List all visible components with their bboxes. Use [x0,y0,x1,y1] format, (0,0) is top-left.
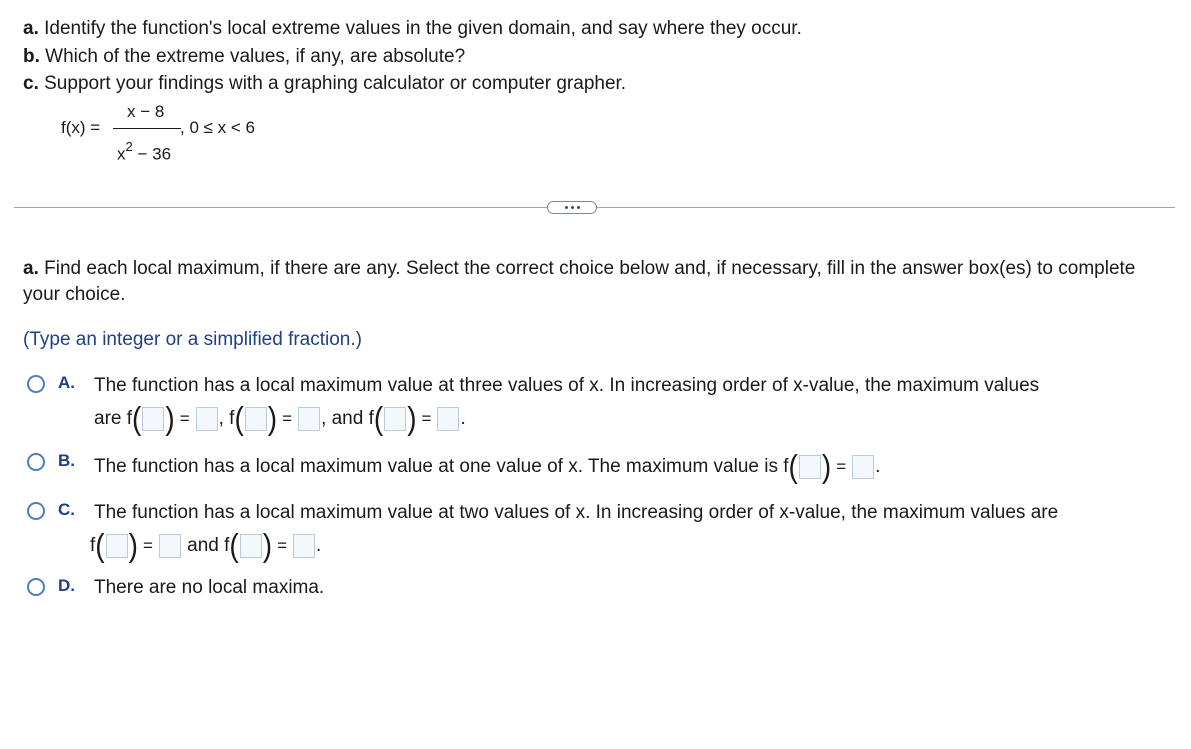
ellipsis-icon [565,206,568,209]
option-c-x2-input[interactable] [240,534,262,558]
option-a-y2-input[interactable] [298,407,320,431]
function-denominator [117,141,171,165]
option-b-text: The function has a local maximum value at one value of x. The maximum value is f( ) = . [94,448,881,485]
option-a-x1-input[interactable] [142,407,164,431]
denominator-exponent: 2 [125,139,133,154]
option-c-y2-input[interactable] [293,534,315,558]
answer-hint: (Type an integer or a simplified fraction.) [23,329,362,350]
option-a-x3-input[interactable] [384,407,406,431]
option-c-x1-input[interactable] [106,534,128,558]
function-numerator: x − 8 [127,102,165,121]
option-b-y-input[interactable] [852,455,874,479]
question-b-text: Which of the extreme values, if any, are absolute? [39,46,466,67]
option-a-y1-input[interactable] [196,407,218,431]
option-c-letter: C. [58,500,75,519]
option-c-text: The function has a local maximum value at two values of x. In increasing order of x-value, the maximum values are [94,502,1059,523]
option-a-y3-input[interactable] [437,407,459,431]
part-a-instruction [23,256,1173,308]
expand-more-button[interactable] [547,201,597,214]
option-b-radio[interactable] [27,453,45,471]
question-c-text: Support your findings with a graphing calculator or computer grapher. [38,73,627,94]
option-d-letter: D. [58,576,75,595]
option-c-radio[interactable] [27,502,45,520]
question-c-label: c. [23,73,39,94]
question-a [23,16,802,42]
option-a-x2-input[interactable] [245,407,267,431]
option-d-text: There are no local maxima. [94,577,325,598]
question-c [23,71,626,97]
question-a-label: a. [23,18,39,39]
option-a-letter: A. [58,373,75,392]
option-c-y1-input[interactable] [159,534,181,558]
fraction-bar [113,128,181,129]
option-a-answers: are f( ) = , f( ) = , and f( ) = . [94,400,466,437]
option-d-radio[interactable] [27,578,45,596]
denominator-base: x [117,144,126,164]
option-b-letter: B. [58,451,75,470]
part-a-text: Find each local maximum, if there are any. Select the correct choice below and, if necessary, fill in the answer box(es) to complete your choice. [23,258,1136,305]
option-a-radio[interactable] [27,375,45,393]
question-a-text: Identify the function's local extreme values in the given domain, and say where they occur. [38,18,802,39]
denominator-rest: − 36 [132,144,172,164]
question-b-label: b. [23,46,40,67]
question-b [23,44,465,70]
option-a-text: The function has a local maximum value at three values of x. In increasing order of x-value, the maximum values [94,375,1040,396]
option-b-x-input[interactable] [799,455,821,479]
function-domain: , 0 ≤ x < 6 [180,118,256,137]
function-lhs: f(x) = [61,118,101,137]
option-c-answers: f( ) = and f( ) = . [90,527,322,564]
part-a-label: a. [23,258,39,279]
